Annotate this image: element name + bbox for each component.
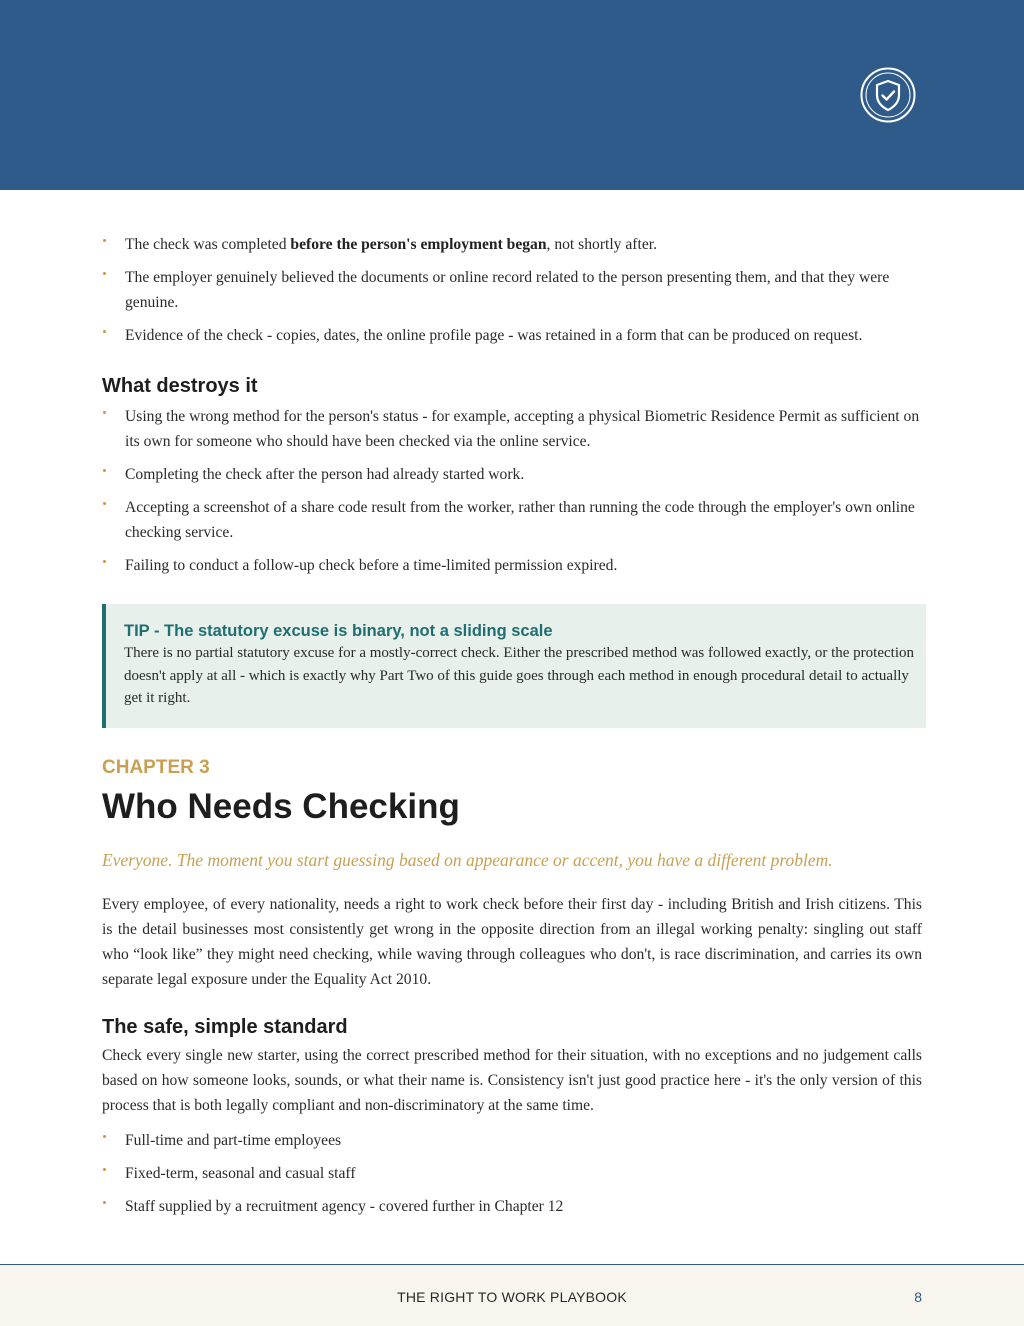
destroys-list [102,404,922,578]
footer-title: THE RIGHT TO WORK PLAYBOOK [397,1289,627,1305]
page-number: 8 [914,1289,922,1305]
section-heading-destroys: What destroys it [102,375,258,397]
list-item: Accepting a screenshot of a share code result from the worker, rather than running the code through the employer's own online checking service. [102,495,922,545]
tip-body: There is no partial statutory excuse for a mostly-correct check. Either the prescribed method was followed exactly, or the protection doesn't apply at all - which is exactly why Part Two of this guide goes through each method in enough procedural detail to actually get it right. [124,645,914,706]
list-item: Staff supplied by a recruitment agency - covered further in Chapter 12 [102,1194,922,1219]
list-item: Completing the check after the person had already started work. [102,462,922,487]
chapter-title: Who Needs Checking [102,786,460,826]
tip-title: TIP - The statutory excuse is binary, not a sliding scale [124,622,553,640]
standard-body: Check every single new starter, using the correct prescribed method for their situation, with no exceptions and no judgement calls based on how someone looks, sounds, or what their name is. Consistency isn't just good practice here - it's the only version of this process that is both legally compliant and non-discriminatory at the same time. [102,1046,922,1114]
bold-emphasis: before the person's employment began [290,236,547,253]
chapter-label: CHAPTER 3 [102,756,210,778]
header-banner [0,0,1024,190]
starter-types-list [102,1128,922,1219]
list-item: Using the wrong method for the person's status - for example, accepting a physical Biometric Residence Permit as sufficient on its own for someone who should have been checked via the online service. [102,404,922,454]
list-item: The employer genuinely believed the documents or online record related to the person presenting them, and that they were genuine. [102,265,922,315]
list-item: The check was completed before the person's employment began, not shortly after. [102,232,922,257]
page-content [102,232,922,1227]
list-item: Evidence of the check - copies, dates, the online profile page - was retained in a form that can be produced on request. [102,323,922,348]
list-item: Failing to conduct a follow-up check before a time-limited permission expired. [102,553,922,578]
chapter-tagline: Everyone. The moment you start guessing based on appearance or accent, you have a different problem. [102,849,833,870]
page-footer [0,1264,1024,1326]
list-item: Full-time and part-time employees [102,1128,922,1153]
tip-callout [102,604,926,728]
shield-check-icon [860,67,916,123]
list-item: Fixed-term, seasonal and casual staff [102,1161,922,1186]
chapter-intro: Every employee, of every nationality, needs a right to work check before their first day - including British and Irish citizens. This is the detail businesses most consistently get wrong in the opposite direction from an illegal working penalty: singling out staff who “look like” they might need checking, while waving through colleagues who don't, is race discrimination, and carries its own separate legal exposure under the Equality Act 2010. [102,895,922,988]
section-heading-standard: The safe, simple standard [102,1015,348,1038]
evidence-list [102,232,922,348]
